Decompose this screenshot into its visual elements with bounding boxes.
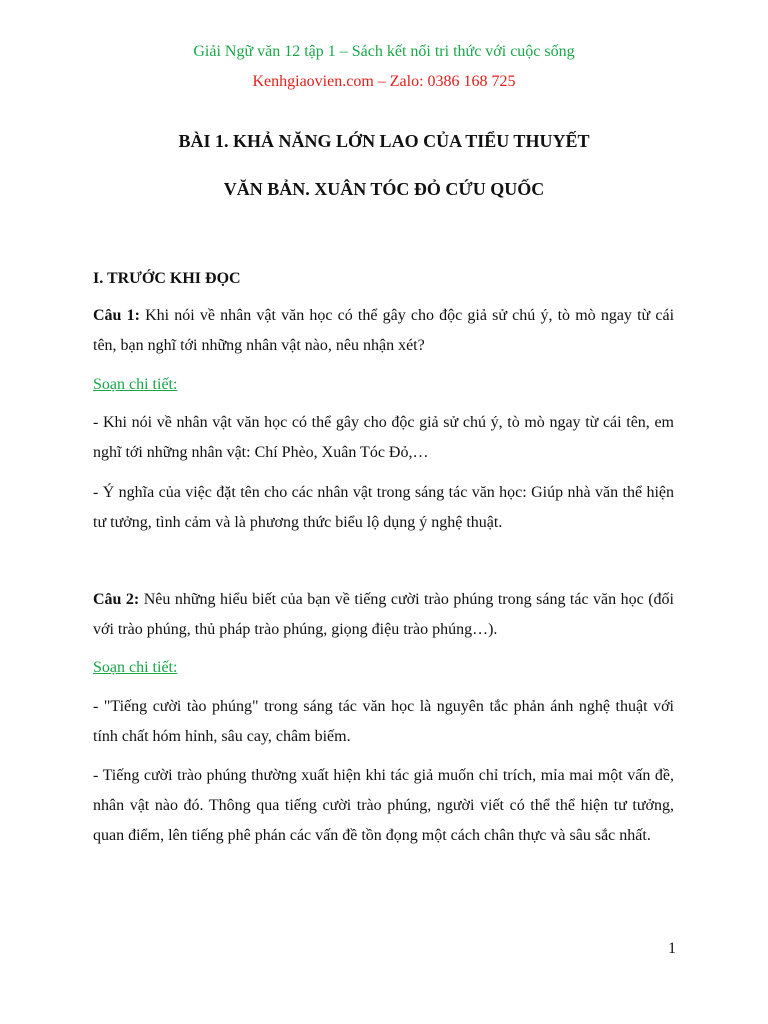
lesson-title: BÀI 1. KHẢ NĂNG LỚN LAO CỦA TIỂU THUYẾT <box>178 131 590 151</box>
header-line-1: Giải Ngữ văn 12 tập 1 – Sách kết nối tri thức với cuộc sống <box>193 43 575 60</box>
answer-1-point-1: - Khi nói về nhân vật văn học có thể gây cho độc giả sử chú ý, tò mò ngay từ cái tên, em nghĩ tới những nhân vật: Chí Phèo, Xuân Tóc Đỏ,… <box>93 414 674 461</box>
text-title: VĂN BẢN. XUÂN TÓC ĐỎ CỨU QUỐC <box>223 179 545 199</box>
question-2 <box>93 585 674 645</box>
page-number: 1 <box>668 940 676 957</box>
answer-2-heading <box>93 653 674 683</box>
answer-1-point-2: - Ý nghĩa của việc đặt tên cho các nhân vật trong sáng tác văn học: Giúp nhà văn thể hiện tư tưởng, tình cảm và là phương thức biểu lộ dụng ý nghệ thuật. <box>93 484 674 531</box>
section-heading: I. TRƯỚC KHI ĐỌC <box>93 270 241 287</box>
question-1-text: Khi nói về nhân vật văn học có thể gây cho độc giả sử chú ý, tò mò ngay từ cái tên, bạn nghĩ tới những nhân vật nào, nêu nhận xét? <box>93 307 675 354</box>
answer-2-soan-label: Soạn chi tiết: <box>93 659 178 676</box>
question-1 <box>93 301 674 361</box>
header-line-2: Kenhgiaovien.com – Zalo: 0386 168 725 <box>252 73 516 90</box>
answer-2-point-1: - "Tiếng cười tào phúng" trong sáng tác văn học là nguyên tắc phản ánh nghệ thuật với tính chất hóm hỉnh, sâu cay, châm biếm. <box>93 698 674 745</box>
answer-1-heading <box>93 370 674 400</box>
answer-2-point-2: - Tiếng cười trào phúng thường xuất hiện khi tác giả muốn chỉ trích, mỉa mai một vấn đề, nhân vật nào đó. Thông qua tiếng cười trào phúng, người viết có thể thể hiện tư tưởng, quan điểm, lên tiếng phê phán các vấn đề tồn đọng một cách chân thực và sâu sắc nhất. <box>93 767 674 844</box>
question-1-label: Câu 1: <box>93 307 140 324</box>
answer-1-soan-label: Soạn chi tiết: <box>93 376 178 393</box>
question-2-text: Nêu những hiểu biết của bạn về tiếng cười trào phúng trong sáng tác văn học (đối với trào phúng, thủ pháp trào phúng, giọng điệu trào phúng…). <box>93 591 675 638</box>
question-2-label: Câu 2: <box>93 591 140 608</box>
